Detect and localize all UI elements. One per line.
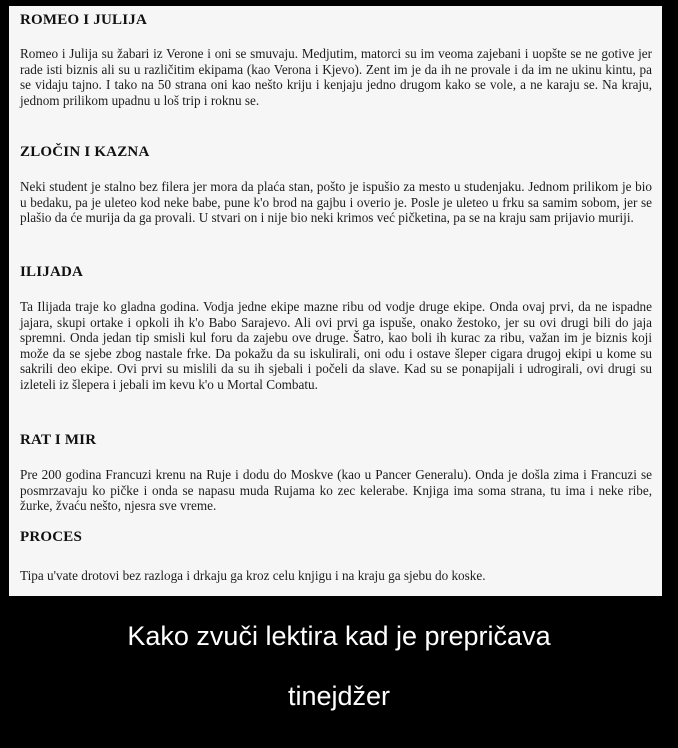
section-romeo-i-julija	[20, 12, 652, 108]
section-heading: ZLOČIN I KAZNA	[20, 144, 150, 160]
section-rat-i-mir	[20, 432, 652, 514]
scanned-document	[9, 6, 662, 596]
section-text: Ta Ilijada traje ko gladna godina. Vodja jedne ekipe mazne ribu od vodje druge ekipe. Onda ovaj prvi, da ne ispadne jajara, skupi ortake i opkoli ih k'o Babo Sarajevo. Ali ovi prvi ga ispuše, onako žestoko, jer su ovi drugi bili do jaja spremni. Onda jedan tip smisli kul foru da zajebu ove druge. Šatro, kao boli ih kurac za ribu, važan im je biznis koji može da se sjebe zbog nastale frke. Da pokažu da su iskulirali, oni odu i ostave šleper cigara drugoj ekipi u kome su sakrili deo ekipe. Ovi prvi su mislili da su ih sjebali i počeli da slave. Kad su se ponapijali i udrogirali, ovi drugi su izleteli iz šlepera i jebali im kevu k'o u Mortal Combatu.	[20, 299, 652, 392]
section-proces	[20, 529, 652, 584]
caption-line-2: tinejdžer	[287, 681, 391, 711]
section-text: Neki student je stalno bez filera jer mora da plaća stan, pošto je ispušio za mesto u studenjaku. Jednom prilikom je bio u bedaku, pa je uleteo kod neke babe, pune k'o brod na gajbu i overio je. Posle je uleteo u frku sa samim sobom, jer se plašio da će murija da ga provali. U stvari on i nije bio neki krimos već pičketina, pa se na kraju sam prijavio muriji.	[20, 179, 652, 225]
section-heading: ILIJADA	[20, 264, 84, 280]
section-zlocin-i-kazna	[20, 144, 652, 226]
section-text: Romeo i Julija su žabari iz Verone i oni se smuvaju. Medjutim, matorci su im veoma zajebani i uopšte se ne gotive jer rade isti biznis ali su u različitim ekipama (kao Verona i Kjevo). Zent im je da ih ne provale i da im ne ukinu kintu, pa se vidaju tajno. I tako na 50 strana oni kao nešto kriju i kenjaju jedno drugom kako se vole, a ne karaju se. Na kraju, jednom prilikom upadnu u loš trip i roknu se.	[20, 46, 652, 108]
section-heading: RAT I MIR	[20, 432, 97, 448]
caption-line-1: Kako zvuči lektira kad je prepričava	[127, 621, 551, 651]
section-text: Tipa u'vate drotovi bez razloga i drkaju ga kroz celu knjigu i na kraju ga sjebu do koske.	[20, 568, 486, 583]
section-ilijada	[20, 264, 652, 392]
section-text: Pre 200 godina Francuzi krenu na Ruje i dodu do Moskve (kao u Pancer Generalu). Onda je došla zima i Francuzi se posmrzavaju ko pičke i onda se napasu muda Rujama ko zec kelerabe. Knjiga ima soma strana, tu ima i neke ribe, žurke, žvaću nešto, njesra sve vreme.	[20, 467, 652, 513]
section-heading: PROCES	[20, 529, 83, 545]
section-heading: ROMEO I JULIJA	[20, 12, 147, 28]
